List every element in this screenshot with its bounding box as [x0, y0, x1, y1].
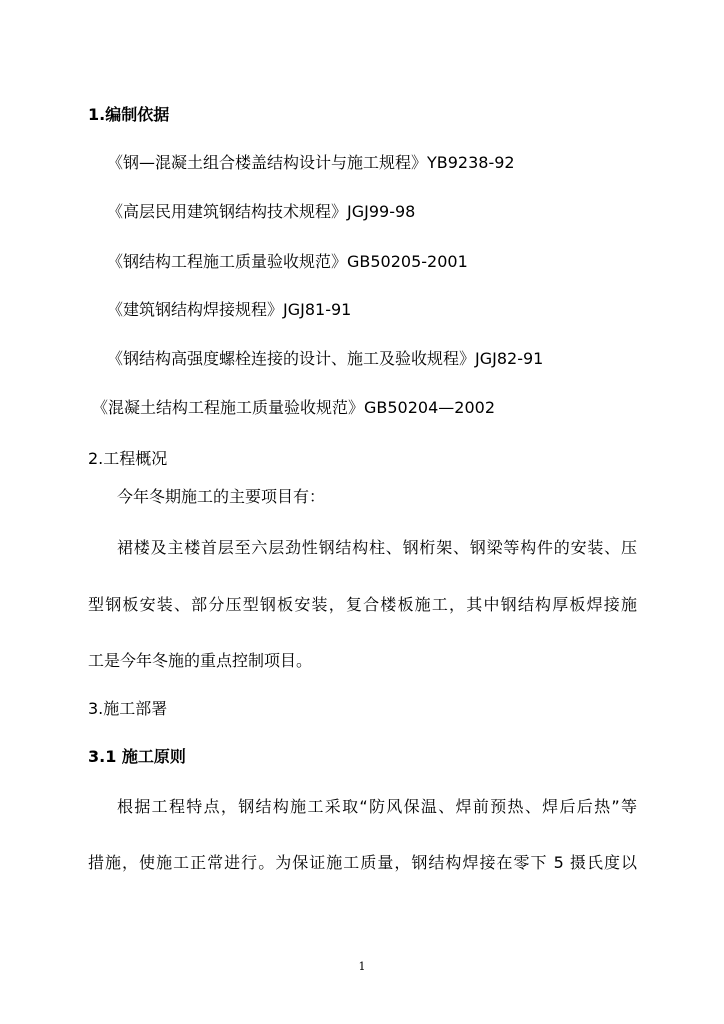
principle-paragraph-line: 根据工程特点，钢结构施工采取“防风保温、焊前预热、焊后后热”等 — [117, 797, 637, 816]
overview-intro: 今年冬期施工的主要项目有： — [117, 487, 326, 506]
reference-item: 《钢—混凝土组合楼盖结构设计与施工规程》YB9238-92 — [107, 153, 515, 172]
reference-item: 《钢结构高强度螺栓连接的设计、施工及验收规程》JGJ82-91 — [107, 349, 544, 368]
subsection-heading-principles: 3.1 施工原则 — [88, 747, 186, 766]
reference-item: 《钢结构工程施工质量验收规范》GB50205-2001 — [107, 252, 468, 271]
reference-item: 《建筑钢结构焊接规程》JGJ81-91 — [107, 300, 352, 319]
principle-paragraph-line: 措施，使施工正常进行。为保证施工质量，钢结构焊接在零下 5 摄氏度以 — [88, 853, 637, 872]
reference-item: 《混凝土结构工程施工质量验收规范》GB50204—2002 — [92, 398, 495, 417]
overview-paragraph-line: 型钢板安装、部分压型钢板安装，复合楼板施工，其中钢结构厚板焊接施 — [88, 595, 637, 614]
section-heading-basis: 1.编制依据 — [88, 105, 170, 124]
section-heading-deployment: 3.施工部署 — [88, 699, 168, 718]
overview-paragraph-line: 工是今年冬施的重点控制项目。 — [88, 651, 313, 670]
section-heading-overview: 2.工程概况 — [88, 449, 168, 468]
reference-item: 《高层民用建筑钢结构技术规程》JGJ99-98 — [107, 202, 416, 221]
overview-paragraph-line: 裙楼及主楼首层至六层劲性钢结构柱、钢桁架、钢梁等构件的安装、压 — [117, 538, 637, 557]
page-number: 1 — [358, 960, 366, 973]
